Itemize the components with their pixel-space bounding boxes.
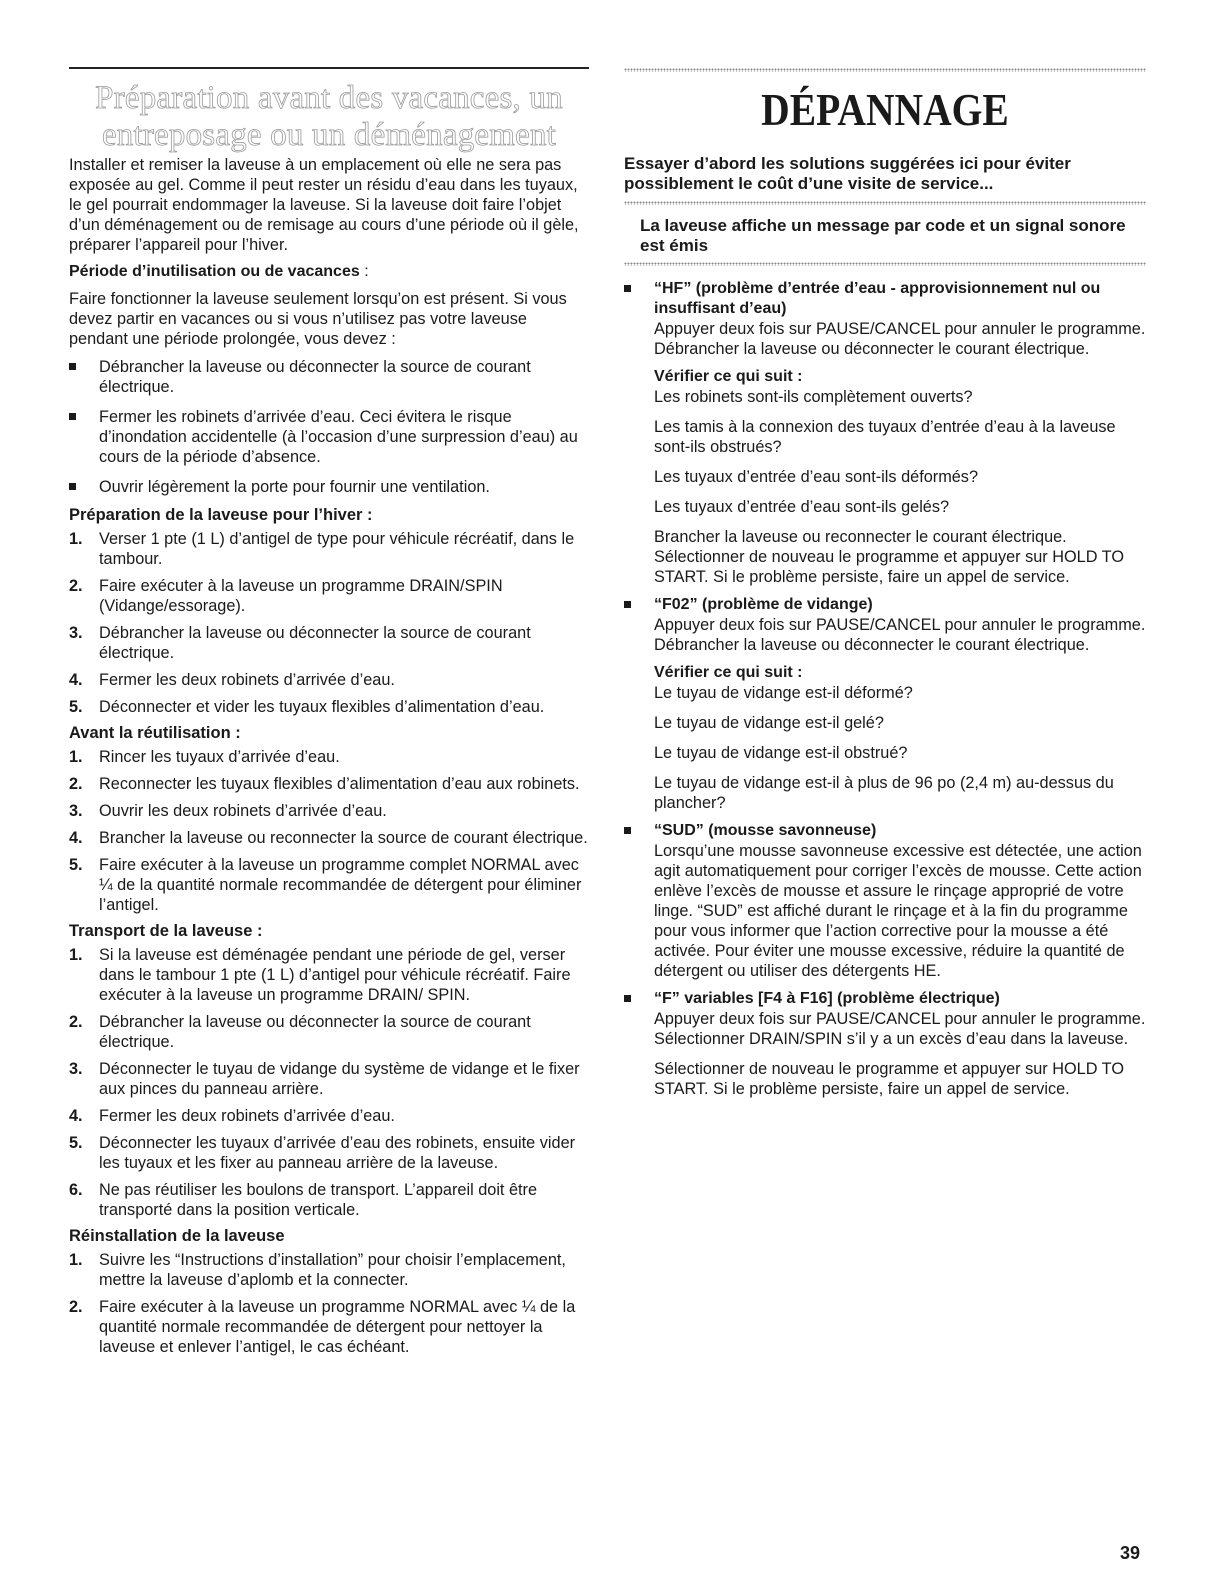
reuse-step (69, 747, 589, 767)
reuse-step (69, 828, 589, 848)
reuse-step-text: Reconnecter les tuyaux flexibles d’alimentation d’eau aux robinets. (99, 775, 580, 793)
winter-step (69, 623, 589, 663)
error-sud (624, 821, 1146, 981)
subheading-rule (624, 262, 1146, 266)
top-rule-right (624, 68, 1146, 72)
error-f02-check: Le tuyau de vidange est-il gelé? (654, 714, 884, 732)
error-hf (624, 279, 1146, 587)
bullet-square-icon (624, 285, 631, 292)
step-number: 4. (69, 1107, 83, 1125)
error-fvar-action: Appuyer deux fois sur PAUSE/CANCEL pour annuler le programme. Sélectionner DRAIN/SPIN s’il y a un excès d’eau dans la laveuse. (654, 1010, 1146, 1048)
reuse-step-text: Ouvrir les deux robinets d’arrivée d’eau. (99, 802, 387, 820)
vacation-bullet-text: Ouvrir légèrement la porte pour fournir une ventilation. (99, 478, 490, 496)
bullet-square-icon (624, 601, 631, 608)
winter-step (69, 670, 589, 690)
winter-step-text: Débrancher la laveuse ou déconnecter la source de courant électrique. (99, 624, 531, 662)
vacation-heading-colon: : (359, 263, 369, 280)
bullet-square-icon (69, 363, 76, 370)
reuse-heading: Avant la réutilisation : (69, 724, 241, 742)
bullet-square-icon (69, 483, 76, 490)
transport-step-text: Déconnecter le tuyau de vidange du système de vidange et le fixer aux pinces du panneau arrière. (99, 1060, 580, 1098)
vacation-bullet (69, 477, 589, 497)
section-title-line2: entreposage ou un déménagement (101, 117, 557, 153)
error-hf-check: Les tamis à la connexion des tuyaux d’entrée d’eau à la laveuse sont-ils obstrués? (654, 418, 1116, 456)
transport-step (69, 1059, 589, 1099)
error-hf-check: Les tuyaux d’entrée d’eau sont-ils déformés? (654, 468, 979, 486)
storage-intro: Installer et remiser la laveuse à un emplacement où elle ne sera pas exposée au gel. Comme il peut rester un résidu d’eau dans les tuyaux, le gel pourrait endommager la laveuse. Si la laveuse doit faire l’objet d’un déménagement ou de remisage au cours d’une période où il gèle, préparer l’appareil pour l’hiver. (69, 156, 579, 254)
error-f02 (624, 595, 1146, 813)
reinstall-step-text: Faire exécuter à la laveuse un programme NORMAL avec ¼ de la quantité normale recommandée de détergent pour nettoyer la laveuse et enlever l’antigel, le cas échéant. (99, 1298, 576, 1356)
error-f-variables (624, 989, 1146, 1099)
step-number: 1. (69, 530, 83, 548)
winter-heading: Préparation de la laveuse pour l’hiver : (69, 506, 373, 524)
transport-step-text: Déconnecter les tuyaux d’arrivée d’eau des robinets, ensuite vider les tuyaux et les fixer au panneau arrière de la laveuse. (99, 1134, 576, 1172)
check-label: Vérifier ce qui suit : (654, 368, 803, 385)
transport-step-text: Débrancher la laveuse ou déconnecter la source de courant électrique. (99, 1013, 531, 1051)
transport-step-text: Ne pas réutiliser les boulons de transport. L’appareil doit être transporté dans la position verticale. (99, 1181, 538, 1219)
transport-step (69, 1180, 589, 1220)
winter-step-text: Verser 1 pte (1 L) d’antigel de type pour véhicule récréatif, dans le tambour. (99, 530, 575, 568)
step-number: 3. (69, 802, 83, 820)
section-title (69, 80, 589, 154)
step-number: 1. (69, 946, 83, 964)
step-number: 2. (69, 775, 83, 793)
reuse-step (69, 801, 589, 821)
bullet-square-icon (624, 827, 631, 834)
error-sud-title: “SUD” (mousse savonneuse) (654, 822, 877, 839)
step-number: 3. (69, 624, 83, 642)
check-label: Vérifier ce qui suit : (654, 664, 803, 681)
vacation-heading-text: Période d’inutilisation ou de vacances (69, 263, 360, 280)
winter-step (69, 697, 589, 717)
reuse-step-text: Brancher la laveuse ou reconnecter la source de courant électrique. (99, 829, 588, 847)
transport-step-text: Fermer les deux robinets d’arrivée d’eau. (99, 1107, 395, 1125)
error-f02-title: “F02” (problème de vidange) (654, 596, 873, 613)
error-f02-check: Le tuyau de vidange est-il à plus de 96 po (2,4 m) au-dessus du plancher? (654, 774, 1114, 812)
step-number: 5. (69, 856, 83, 874)
error-f02-check: Le tuyau de vidange est-il obstrué? (654, 744, 908, 762)
reuse-step-text: Faire exécuter à la laveuse un programme complet NORMAL avec ¼ de la quantité normale recommandée de détergent pour éliminer l’antigel. (99, 856, 582, 914)
error-hf-resolution: Brancher la laveuse ou reconnecter le courant électrique. Sélectionner de nouveau le programme et appuyer sur HOLD TO START. Si le problème persiste, faire un appel de service. (654, 528, 1125, 586)
bullet-square-icon (69, 413, 76, 420)
step-number: 3. (69, 1060, 83, 1078)
transport-step (69, 1133, 589, 1173)
error-hf-check: Les robinets sont-ils complètement ouverts? (654, 388, 973, 406)
bullet-square-icon (624, 995, 631, 1002)
transport-heading: Transport de la laveuse : (69, 922, 263, 940)
error-hf-action: Appuyer deux fois sur PAUSE/CANCEL pour annuler le programme. Débrancher la laveuse ou déconnecter le courant électrique. (654, 320, 1146, 358)
transport-step (69, 1012, 589, 1052)
step-number: 1. (69, 748, 83, 766)
winter-step-text: Fermer les deux robinets d’arrivée d’eau. (99, 671, 395, 689)
vacation-bullet-text: Débrancher la laveuse ou déconnecter la source de courant électrique. (99, 358, 531, 396)
error-sud-text: Lorsqu’une mousse savonneuse excessive est détectée, une action agit automatiquement pour corriger l’excès de mousse. Cette action enlève l’excès de mousse et assure le rinçage approprié de votre linge. “SUD” est affiché durant le rinçage et à la fin du programme pour vous informer que l’action corrective pour la mousse a été activée. Pour éviter une mousse excessive, réduire la quantité de détergent ou utiliser des détergents HE. (654, 842, 1142, 980)
page-number: 39 (1120, 1543, 1141, 1563)
error-f02-action: Appuyer deux fois sur PAUSE/CANCEL pour annuler le programme. Débrancher la laveuse ou déconnecter le courant électrique. (654, 616, 1146, 654)
winter-step-text: Faire exécuter à la laveuse un programme DRAIN/SPIN (Vidange/essorage). (99, 577, 503, 615)
error-hf-check: Les tuyaux d’entrée d’eau sont-ils gelés? (654, 498, 950, 516)
reuse-step (69, 855, 589, 915)
step-number: 4. (69, 671, 83, 689)
vacation-text: Faire fonctionner la laveuse seulement lorsqu’on est présent. Si vous devez partir en vacances ou si vous n’utilisez pas votre laveuse pendant une période prolongée, vous devez : (69, 290, 567, 348)
step-number: 6. (69, 1181, 83, 1199)
reuse-step (69, 774, 589, 794)
reinstall-heading: Réinstallation de la laveuse (69, 1227, 285, 1245)
step-number: 1. (69, 1251, 83, 1269)
winter-step (69, 576, 589, 616)
reuse-step-text: Rincer les tuyaux d’arrivée d’eau. (99, 748, 340, 766)
step-number: 4. (69, 829, 83, 847)
transport-step (69, 945, 589, 1005)
winter-step (69, 529, 589, 569)
vacation-bullet (69, 407, 589, 467)
vacation-bullet-text: Fermer les robinets d’arrivée d’eau. Ceci évitera le risque d’inondation accidentelle (à l’occasion d’une surpression d’eau) au cours de la période d’absence. (99, 408, 578, 466)
troubleshooting-intro: Essayer d’abord les solutions suggérées ici pour éviter possiblement le coût d’une visite de service... (624, 154, 1071, 193)
code-message-subheading: La laveuse affiche un message par code et un signal sonore est émis (640, 216, 1126, 255)
vacation-bullet (69, 357, 589, 397)
vacation-heading (69, 262, 589, 282)
step-number: 5. (69, 1134, 83, 1152)
troubleshooting-title: DÉPANNAGE (761, 84, 1009, 135)
transport-step (69, 1106, 589, 1126)
reinstall-step-text: Suivre les “Instructions d’installation” pour choisir l’emplacement, mettre la laveuse d’aplomb et la connecter. (99, 1251, 566, 1289)
top-rule-left (69, 67, 589, 69)
step-number: 2. (69, 1298, 83, 1316)
error-hf-title: “HF” (problème d’entrée d’eau - approvisionnement nul ou insuffisant d’eau) (654, 280, 1101, 317)
error-f02-check: Le tuyau de vidange est-il déformé? (654, 684, 913, 702)
section-title-line1: Préparation avant des vacances, un (95, 80, 563, 116)
intro-rule (624, 201, 1146, 205)
reinstall-step (69, 1297, 589, 1357)
step-number: 2. (69, 1013, 83, 1031)
transport-step-text: Si la laveuse est déménagée pendant une période de gel, verser dans le tambour 1 pte (1 L) d’antigel pour véhicule récréatif. Faire exécuter à la laveuse un programme DRAIN/ SPIN. (99, 946, 571, 1004)
step-number: 2. (69, 577, 83, 595)
winter-step-text: Déconnecter et vider les tuyaux flexibles d’alimentation d’eau. (99, 698, 545, 716)
error-fvar-resolution: Sélectionner de nouveau le programme et appuyer sur HOLD TO START. Si le problème persiste, faire un appel de service. (654, 1060, 1125, 1098)
step-number: 5. (69, 698, 83, 716)
error-fvar-title: “F” variables [F4 à F16] (problème électrique) (654, 990, 1000, 1007)
reinstall-step (69, 1250, 589, 1290)
